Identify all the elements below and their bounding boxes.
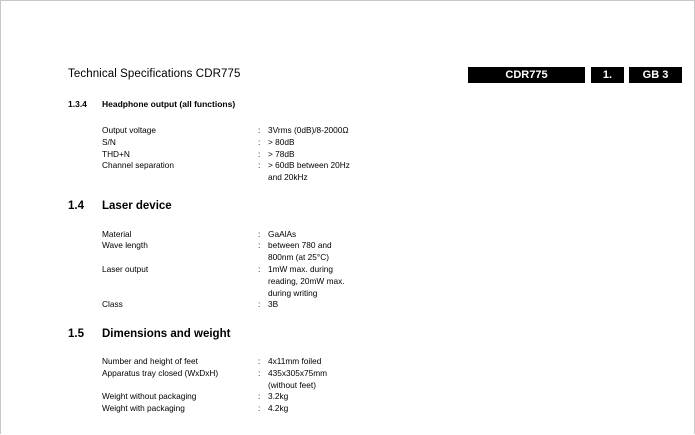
laser-section-title: Laser device: [102, 200, 172, 212]
section-badge: 1.: [591, 67, 624, 83]
spec-label: Wave length: [102, 240, 148, 250]
spec-row: [0, 298, 695, 310]
spec-value: 800nm (at 25°C): [268, 252, 329, 262]
spec-value: > 80dB: [268, 137, 295, 147]
spec-value: reading, 20mW max.: [268, 276, 345, 286]
spec-value: 3B: [268, 299, 279, 309]
spec-value: 4.2kg: [268, 403, 289, 413]
spec-colon: :: [258, 137, 261, 147]
spec-colon: :: [258, 125, 261, 135]
spec-label: Apparatus tray closed (WxDxH): [102, 368, 219, 378]
headphone-section-title: Headphone output (all functions): [102, 99, 236, 109]
spec-row: [0, 124, 695, 136]
spec-row: [0, 239, 695, 251]
spec-row-continuation: [0, 251, 695, 263]
spec-label: Weight without packaging: [102, 391, 197, 401]
spec-label: Number and height of feet: [102, 356, 198, 366]
language-badge: GB 3: [629, 67, 682, 83]
spec-colon: :: [258, 149, 261, 159]
spec-value: > 78dB: [268, 149, 295, 159]
spec-value: 4x11mm foiled: [268, 356, 322, 366]
spec-value: (without feet): [268, 380, 316, 390]
spec-row: [0, 402, 695, 414]
spec-colon: :: [258, 229, 261, 239]
spec-label: Material: [102, 229, 132, 239]
spec-label: Laser output: [102, 264, 149, 274]
spec-label: S/N: [102, 137, 116, 147]
spec-label: Weight with packaging: [102, 403, 185, 413]
spec-label: THD+N: [102, 149, 130, 159]
spec-value: GaAlAs: [268, 229, 297, 239]
dimensions-section-number: 1.5: [68, 328, 84, 340]
spec-colon: :: [258, 391, 261, 401]
spec-row-continuation: [0, 171, 695, 183]
spec-colon: :: [258, 403, 261, 413]
spec-row-continuation: [0, 275, 695, 287]
spec-row: [0, 136, 695, 148]
spec-row: [0, 263, 695, 275]
spec-colon: :: [258, 356, 261, 366]
spec-value: 435x305x75mm: [268, 368, 328, 378]
page-title: Technical Specifications CDR775: [68, 68, 241, 80]
spec-colon: :: [258, 368, 261, 378]
spec-colon: :: [258, 264, 261, 274]
spec-label: Channel separation: [102, 160, 174, 170]
spec-colon: :: [258, 299, 261, 309]
spec-colon: :: [258, 240, 261, 250]
spec-value: during writing: [268, 288, 318, 298]
spec-row: [0, 159, 695, 171]
spec-value: between 780 and: [268, 240, 332, 250]
laser-section-number: 1.4: [68, 200, 84, 212]
model-badge: CDR775: [468, 67, 585, 83]
spec-value: and 20kHz: [268, 172, 308, 182]
spec-row: [0, 355, 695, 367]
spec-value: 1mW max. during: [268, 264, 334, 274]
spec-label: Class: [102, 299, 123, 309]
spec-label: Output voltage: [102, 125, 156, 135]
spec-value: 3Vrms (0dB)/8-2000Ω: [268, 125, 349, 135]
spec-colon: :: [258, 160, 261, 170]
spec-row: [0, 367, 695, 379]
spec-value: 3.2kg: [268, 391, 289, 401]
headphone-section-number: 1.3.4: [68, 99, 87, 109]
spec-row: [0, 390, 695, 402]
dimensions-section-title: Dimensions and weight: [102, 328, 231, 340]
spec-value: > 60dB between 20Hz: [268, 160, 350, 170]
